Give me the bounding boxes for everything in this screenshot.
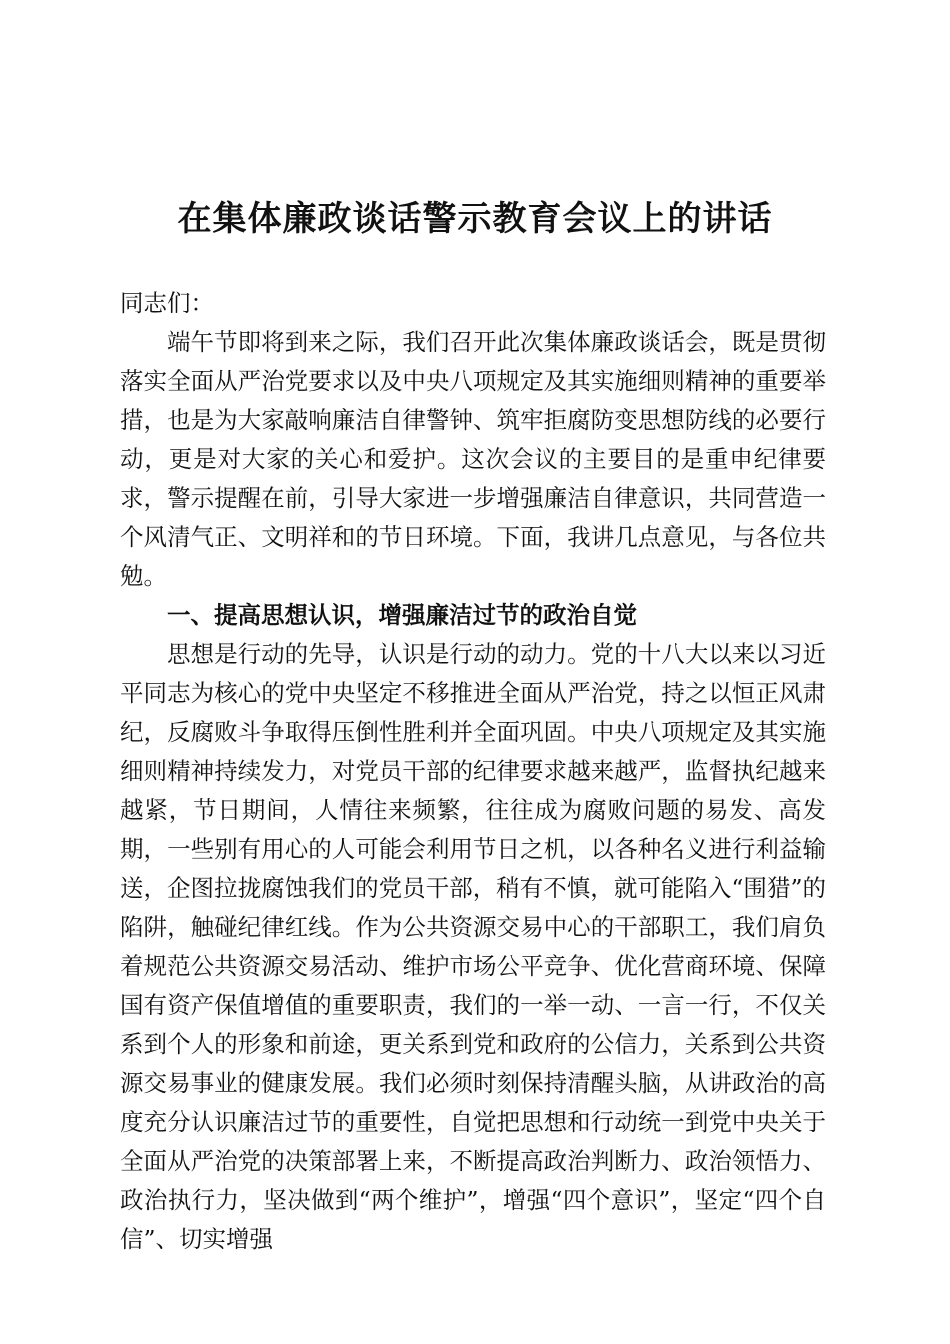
salutation: 同志们： bbox=[120, 289, 214, 317]
document-title: 在集体廉政谈话警示教育会议上的讲话 bbox=[177, 199, 773, 239]
paragraph-intro: 端午节即将到来之际，我们召开此次集体廉政谈话会，既是贯彻落实全面从严治党要求以及中央八项规定及其实施细则精神的重要举措，也是为大家敲响廉洁自律警钟、筑牢拒腐防变思想防线的必要行动，更是对大家的关心和爱护。这次会议的主要目的是重申纪律要求，警示提醒在前，引导大家进一步增强廉洁自律意识，共同营造一个风清气正、文明祥和的节日环境。下面，我讲几点意见，与各位共勉。 bbox=[120, 328, 826, 590]
section-heading-1: 一、提高思想认识，增强廉洁过节的政治自觉 bbox=[167, 601, 637, 629]
paragraph-section-1: 思想是行动的先导，认识是行动的动力。党的十八大以来以习近平同志为核心的党中央坚定不移推进全面从严治党，持之以恒正风肃纪，反腐败斗争取得压倒性胜利并全面巩固。中央八项规定及其实施细则精神持续发力，对党员干部的纪律要求越来越严，监督执纪越来越紧，节日期间，人情往来频繁，往往成为腐败问题的易发、高发期，一些别有用心的人可能会利用节日之机，以各种名义进行利益输送，企图拉拢腐蚀我们的党员干部，稍有不慎，就可能陷入“围猎”的陷阱，触碰纪律红线。作为公共资源交易中心的干部职工，我们肩负着规范公共资源交易活动、维护市场公平竞争、优化营商环境、保障国有资产保值增值的重要职责，我们的一举一动、一言一行，不仅关系到个人的形象和前途，更关系到党和政府的公信力，关系到公共资源交易事业的健康发展。我们必须时刻保持清醒头脑，从讲政治的高度充分认识廉洁过节的重要性，自觉把思想和行动统一到党中央关于全面从严治党的决策部署上来，不断提高政治判断力、政治领悟力、政治执行力，坚决做到“两个维护”，增强“四个意识”，坚定“四个自信”、切实增强 bbox=[120, 640, 826, 1253]
document-body bbox=[120, 284, 826, 1259]
